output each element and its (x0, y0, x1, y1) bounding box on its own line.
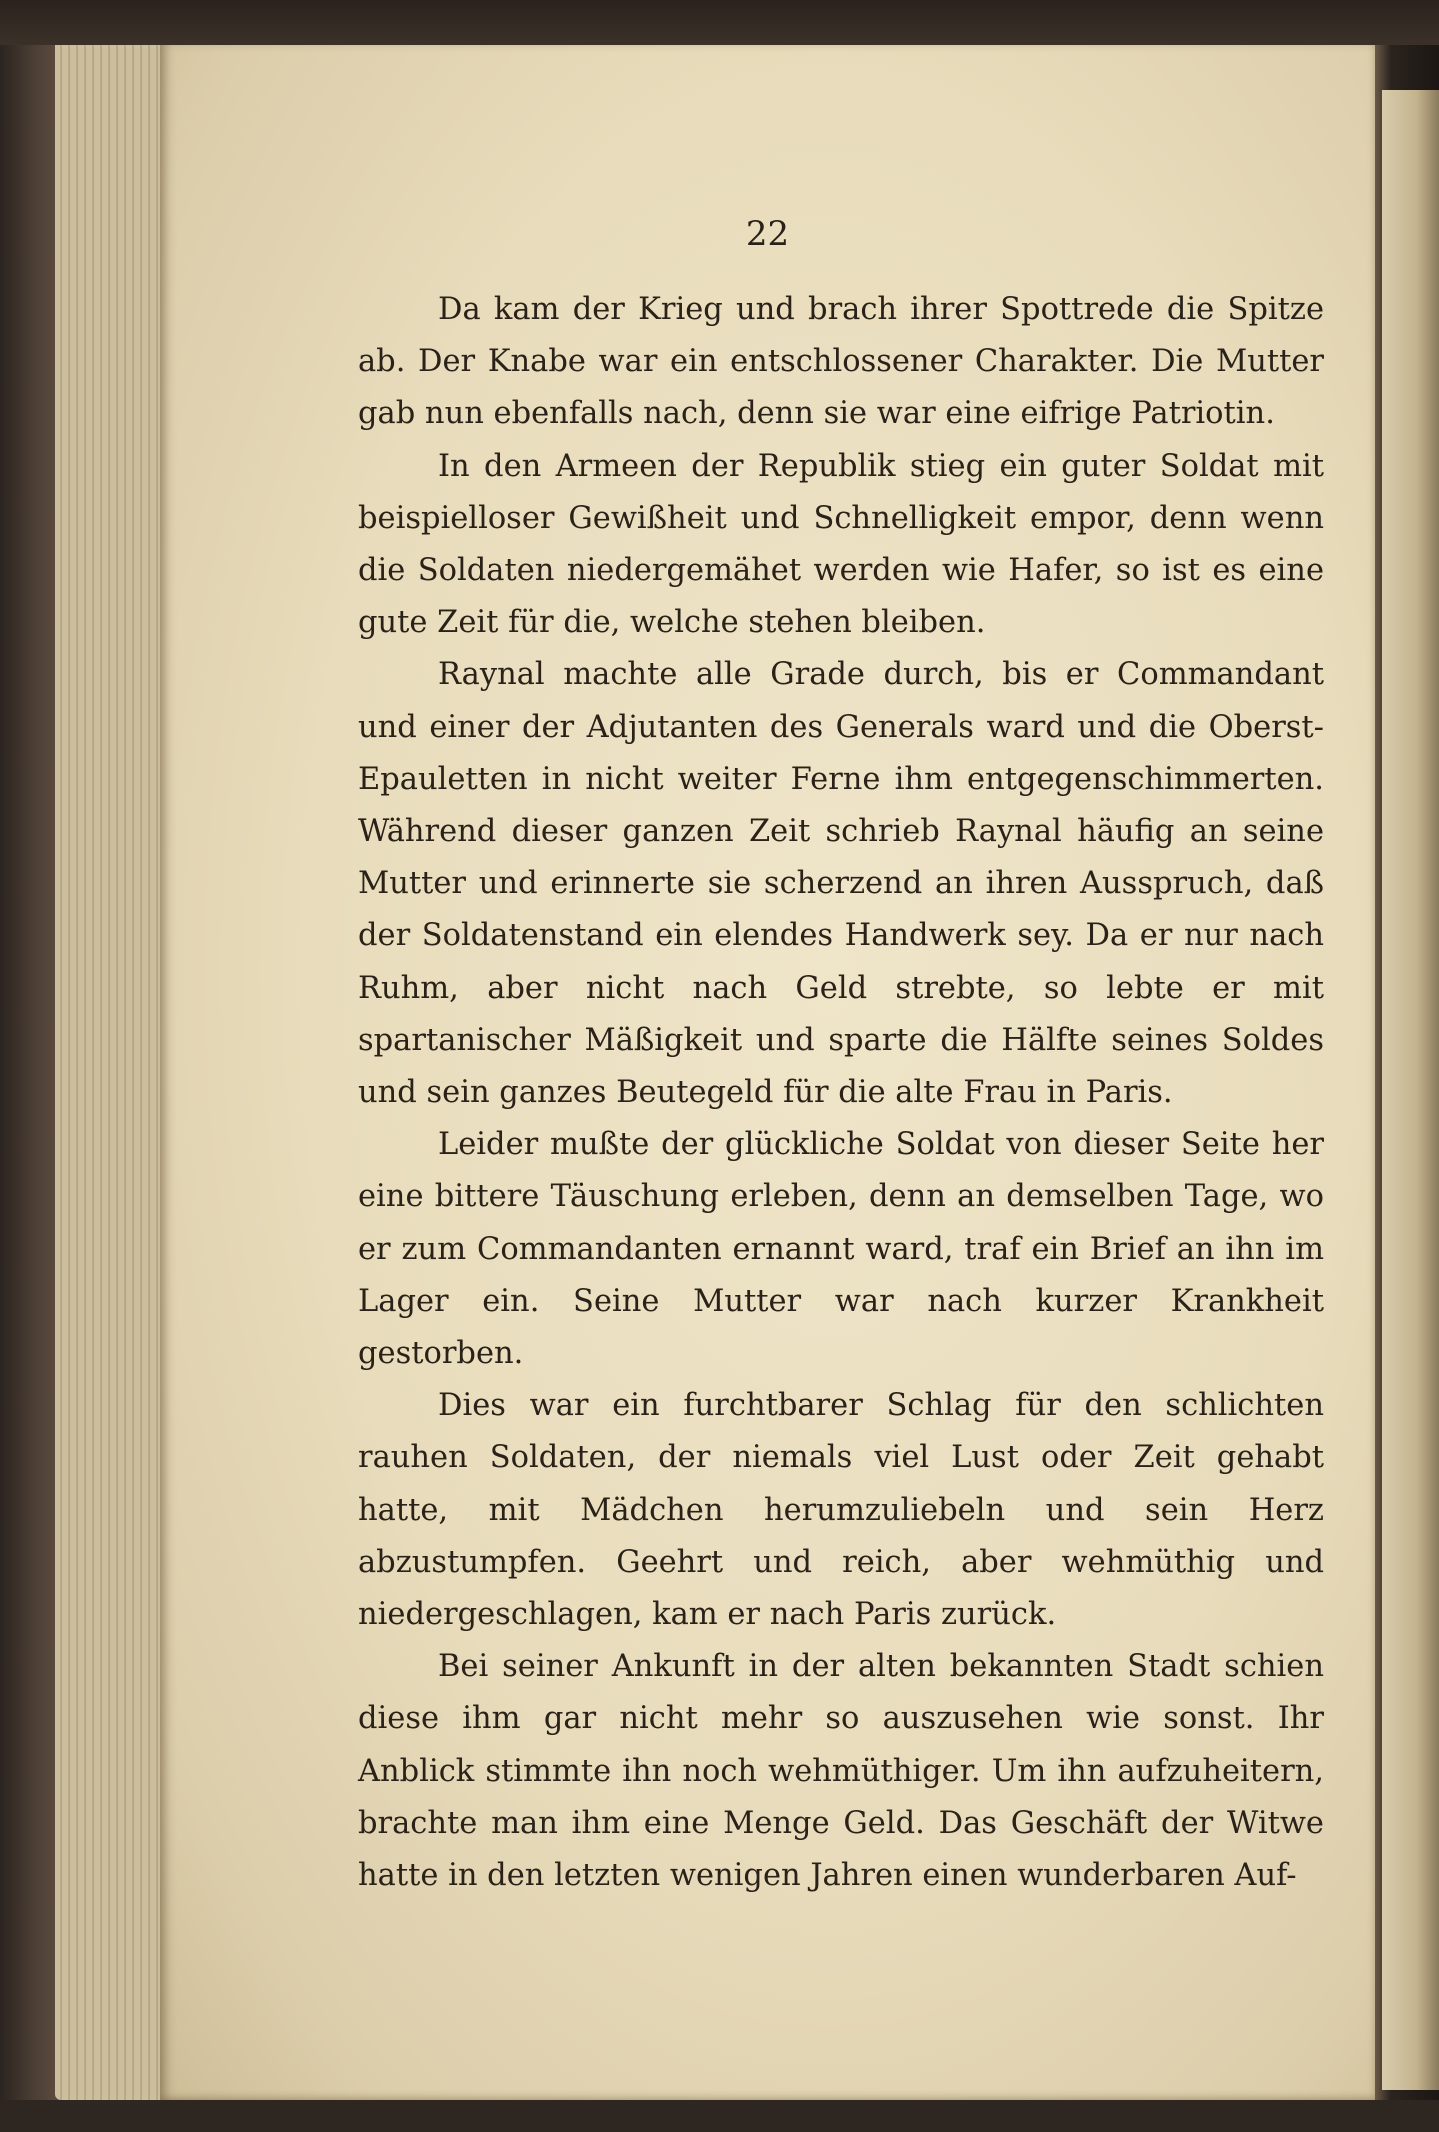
top-shadow (0, 0, 1439, 45)
bottom-shadow (0, 2100, 1439, 2132)
paragraph-6: Bei seiner Ankunft in der alten bekannten Stadt schien diese ihm gar nicht mehr so auszusehen wie sonst. Ihr Anblick stimmte ihn noch wehmüthiger. Um ihn aufzuheitern, brachte man ihm eine Menge Geld. Das Geschäft der Witwe hatte in den letzten wenigen Jahren einen wunderbaren Auf- (358, 1649, 1324, 1894)
page-body-text (358, 284, 1324, 1902)
paragraph-5: Dies war ein furchtbarer Schlag für den schlichten rauhen Soldaten, der niemals viel Lust oder Zeit gehabt hatte, mit Mädchen herumzuliebeln und sein Herz abzustumpfen. Geehrt und reich, aber wehmüthig und niedergeschlagen, kam er nach Paris zurück. (358, 1388, 1324, 1633)
paragraph-1: Da kam der Krieg und brach ihrer Spottrede die Spitze ab. Der Knabe war ein entschlossener Charakter. Die Mutter gab nun ebenfalls nach, denn sie war eine eifrige Patriotin. (358, 292, 1324, 432)
page-number: 22 (745, 214, 790, 254)
facing-page-edge (1382, 90, 1439, 2090)
paragraph-4: Leider mußte der glückliche Soldat von dieser Seite her eine bittere Täuschung erleben, denn an demselben Tage, wo er zum Commandanten ernannt ward, traf ein Brief an ihn im Lager ein. Seine Mutter war nach kurzer Krankheit gestorben. (358, 1127, 1324, 1372)
paragraph-2: In den Armeen der Republik stieg ein guter Soldat mit beispielloser Gewißheit und Schnelligkeit empor, denn wenn die Soldaten niedergemähet werden wie Hafer, so ist es eine gute Zeit für die, welche stehen bleiben. (358, 448, 1324, 641)
book-page (160, 42, 1375, 2102)
paragraph-3: Raynal machte alle Grade durch, bis er Commandant und einer der Adjutanten des Generals ward und die Oberst-Epauletten in nicht weiter Ferne ihm entgegenschimmerten. Während dieser ganzen Zeit schrieb Raynal häufig an seine Mutter und erinnerte sie scherzend an ihren Ausspruch, daß der Soldatenstand ein elendes Handwerk sey. Da er nur nach Ruhm, aber nicht nach Geld strebte, so lebte er mit spartanischer Mäßigkeit und sparte die Hälfte seines Soldes und sein ganzes Beutegeld für die alte Frau in Paris. (358, 657, 1324, 1111)
